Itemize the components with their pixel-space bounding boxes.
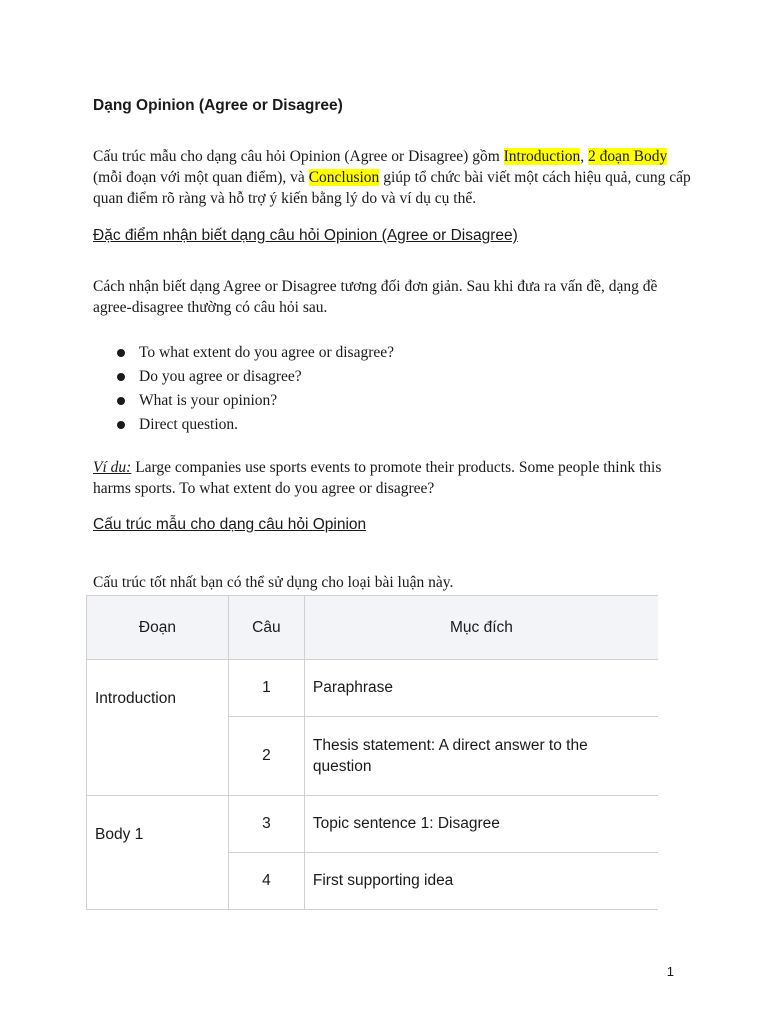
header-section: Đoạn	[87, 596, 229, 660]
cell-purpose: Topic sentence 1: Disagree	[304, 796, 658, 853]
cell-number: 3	[228, 796, 304, 853]
example-paragraph	[93, 457, 663, 499]
table-row	[87, 660, 659, 717]
table-header-row	[87, 596, 659, 660]
list-item	[93, 389, 653, 413]
question-list	[93, 341, 653, 437]
list-item	[93, 341, 653, 365]
intro-paragraph	[93, 146, 693, 209]
bullet-icon	[117, 373, 125, 381]
table-row	[87, 796, 659, 853]
cell-section: Body 1	[87, 796, 229, 910]
identify-paragraph: Cách nhận biết dạng Agree or Disagree tương đối đơn giản. Sau khi đưa ra vấn đề, dạng đề agree-disagree thường có câu hỏi sau.	[93, 278, 658, 316]
cell-purpose: Paraphrase	[304, 660, 658, 717]
cell-section: Introduction	[87, 660, 229, 796]
list-item-text: What is your opinion?	[139, 392, 278, 409]
bullet-icon	[117, 397, 125, 405]
header-sentence: Câu	[228, 596, 304, 660]
cell-number: 1	[228, 660, 304, 717]
structure-paragraph: Cấu trúc tốt nhất bạn có thể sử dụng cho loại bài luận này.	[93, 574, 454, 591]
intro-text-4: giúp tổ chức bài viết một cách hiệu quả, cung cấp quan điểm rõ ràng và hỗ trợ ý kiến bằng lý do và ví dụ cụ thể.	[93, 169, 691, 207]
cell-number: 2	[228, 717, 304, 796]
highlight-introduction: Introduction	[503, 148, 581, 165]
list-item	[93, 413, 653, 437]
page-heading: Dạng Opinion (Agree or Disagree)	[93, 97, 343, 114]
example-label: Ví du:	[93, 459, 132, 476]
page-number: 1	[666, 964, 674, 979]
header-purpose: Mục đích	[304, 596, 658, 660]
list-item-text: To what extent do you agree or disagree?	[139, 344, 394, 361]
section-title-structure: Cấu trúc mẫu cho dạng câu hỏi Opinion	[93, 516, 367, 533]
cell-purpose: Thesis statement: A direct answer to the question	[304, 717, 658, 796]
section-title-identify: Đặc điểm nhận biết dạng câu hỏi Opinion (Agree or Disagree)	[93, 227, 518, 244]
list-item-text: Do you agree or disagree?	[139, 368, 302, 385]
cell-purpose: First supporting idea	[304, 853, 658, 910]
highlight-conclusion: Conclusion	[308, 169, 380, 186]
bullet-icon	[117, 349, 125, 357]
highlight-body: 2 đoạn Body	[588, 148, 668, 165]
list-item	[93, 365, 653, 389]
structure-table	[86, 595, 658, 910]
intro-text-2: ,	[580, 148, 588, 165]
intro-text-1: Cấu trúc mẫu cho dạng câu hỏi Opinion (Agree or Disagree) gồm	[93, 148, 504, 165]
intro-text-3: (mỗi đoạn với một quan điểm), và	[93, 169, 309, 186]
list-item-text: Direct question.	[139, 416, 239, 433]
cell-number: 4	[228, 853, 304, 910]
example-text: Large companies use sports events to promote their products. Some people think this harms sports. To what extent do you agree or disagree?	[93, 459, 662, 497]
bullet-icon	[117, 421, 125, 429]
